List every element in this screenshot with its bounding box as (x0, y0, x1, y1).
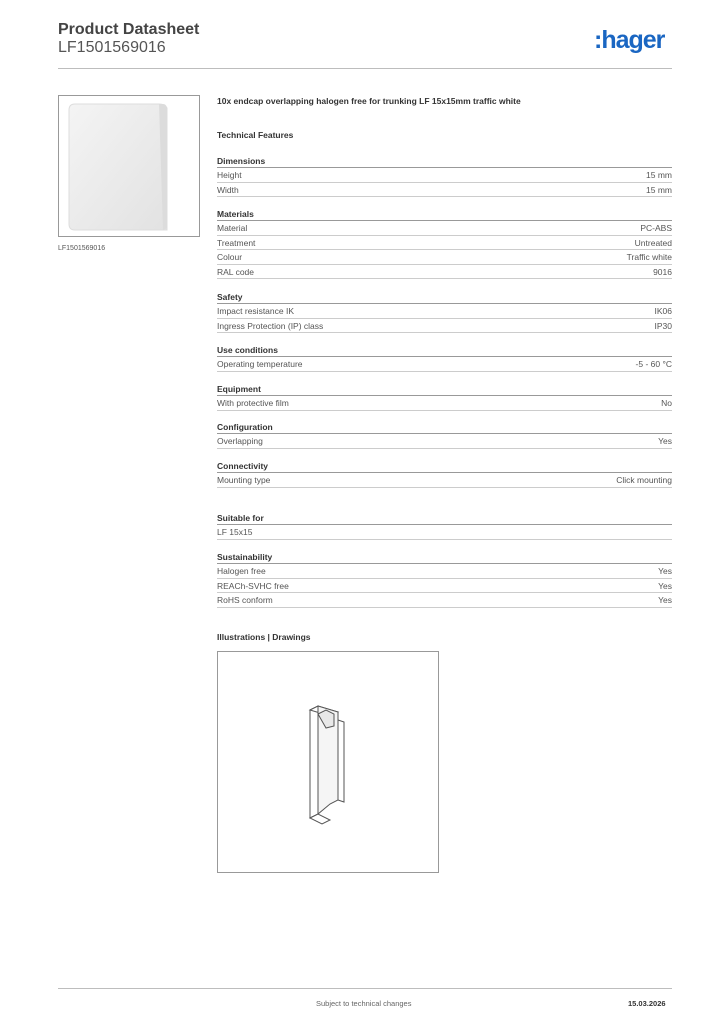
spec-section (217, 421, 672, 449)
illustrations-heading: Illustrations | Drawings (217, 632, 311, 642)
spec-row (217, 396, 672, 411)
header-divider (58, 68, 672, 69)
spec-label: LF 15x15 (217, 527, 253, 537)
spec-label: Height (217, 170, 242, 180)
image-caption: LF1501569016 (58, 245, 106, 252)
section-title: Materials (217, 208, 672, 221)
product-description: 10x endcap overlapping halogen free for trunking LF 15x15mm traffic white (217, 96, 521, 106)
footer-divider (58, 988, 672, 989)
spec-value: Untreated (634, 237, 672, 248)
spec-label: Width (217, 184, 239, 195)
footer-note: Subject to technical changes (316, 999, 412, 1008)
spec-row (217, 250, 672, 265)
technical-features-heading: Technical Features (217, 130, 294, 140)
spec-section (217, 512, 672, 540)
spec-value: Yes (658, 566, 672, 576)
spec-label: With protective film (217, 398, 289, 408)
section-title: Dimensions (217, 155, 672, 168)
section-title: Use conditions (217, 344, 672, 357)
spec-label: RoHS conform (217, 595, 273, 605)
spec-row (217, 265, 672, 280)
endcap-drawing-icon (218, 652, 438, 872)
spec-label: Treatment (217, 237, 256, 248)
section-title: Safety (217, 291, 672, 304)
spec-value: Yes (658, 580, 672, 591)
spec-section (217, 155, 672, 197)
spec-row (217, 593, 672, 608)
spec-value: PC-ABS (640, 223, 672, 233)
spec-value: Yes (658, 595, 672, 605)
spec-section (217, 291, 672, 333)
spec-row (217, 168, 672, 183)
spec-value: 15 mm (646, 170, 672, 180)
section-title: Equipment (217, 383, 672, 396)
section-title: Connectivity (217, 460, 672, 473)
spec-label: Ingress Protection (IP) class (217, 320, 324, 331)
spec-label: RAL code (217, 266, 255, 277)
spec-value: Click mounting (616, 475, 672, 485)
footer-date: 15.03.2026 (628, 999, 666, 1008)
spec-label: Overlapping (217, 436, 263, 446)
spec-label: REACh-SVHC free (217, 580, 289, 591)
endcap-photo-icon (59, 96, 199, 236)
spec-row (217, 434, 672, 449)
spec-row (217, 357, 672, 372)
spec-row (217, 221, 672, 236)
product-code: LF1501569016 (58, 39, 166, 56)
spec-label: Material (217, 223, 248, 233)
spec-row (217, 579, 672, 594)
spec-value: 15 mm (646, 184, 672, 195)
spec-section (217, 460, 672, 488)
spec-row (217, 525, 672, 540)
spec-row (217, 319, 672, 334)
section-title: Configuration (217, 421, 672, 434)
spec-row (217, 473, 672, 488)
spec-section (217, 551, 672, 608)
spec-label: Operating temperature (217, 359, 303, 369)
section-title: Sustainability (217, 551, 672, 564)
spec-row (217, 183, 672, 198)
spec-row (217, 304, 672, 319)
spec-value: No (661, 398, 672, 408)
spec-row (217, 564, 672, 579)
technical-drawing (217, 651, 439, 873)
spec-row (217, 236, 672, 251)
product-image (58, 95, 200, 237)
spec-section (217, 344, 672, 372)
spec-value: Traffic white (626, 252, 672, 262)
spec-label: Mounting type (217, 475, 271, 485)
spec-value: Yes (658, 436, 672, 446)
spec-section (217, 383, 672, 411)
spec-value: -5 - 60 °C (635, 359, 672, 369)
spec-label: Halogen free (217, 566, 266, 576)
hager-logo: :hager (594, 26, 665, 54)
spec-label: Impact resistance IK (217, 306, 295, 316)
section-title: Suitable for (217, 512, 672, 525)
spec-value: 9016 (653, 266, 672, 277)
spec-value: IP30 (654, 320, 672, 331)
spec-section (217, 208, 672, 279)
spec-label: Colour (217, 252, 243, 262)
spec-value: IK06 (654, 306, 672, 316)
document-title: Product Datasheet (58, 21, 200, 38)
